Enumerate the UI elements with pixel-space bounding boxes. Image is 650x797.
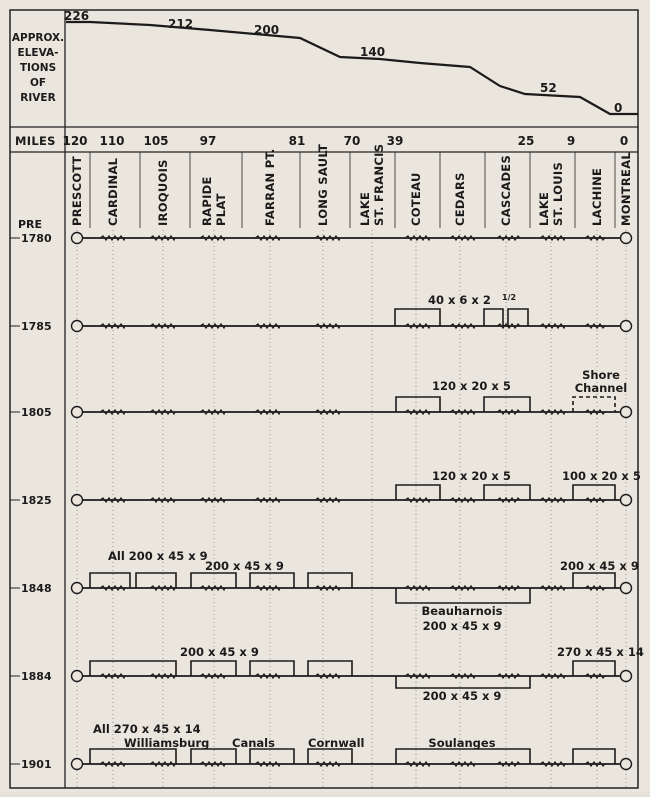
year-label: 1785: [21, 320, 52, 333]
mile-value: 81: [288, 134, 306, 148]
place-name: COTEAU: [409, 172, 423, 226]
canal-bypass: [484, 397, 530, 412]
montreal-node: [621, 583, 632, 594]
timeline-row: [72, 321, 632, 332]
annotation-1901-williamsburg: Williamsburg: [124, 736, 210, 750]
place-column: [537, 162, 565, 226]
prescott-node: [72, 321, 83, 332]
place-name: IROQUOIS: [156, 159, 170, 226]
place-name: CARDINAL: [106, 157, 120, 226]
year-label: 1825: [21, 494, 52, 507]
canal-bypass: [396, 397, 440, 412]
place-column: [70, 156, 84, 226]
prescott-node: [72, 495, 83, 506]
canal-bypass: [484, 485, 530, 500]
annotation-1805-shore: Shore: [582, 368, 620, 382]
elevation-label: 52: [540, 81, 557, 95]
annotation-1848-all: All 200 x 45 x 9: [108, 549, 208, 563]
elevation-label: 200: [254, 23, 280, 37]
mile-value: 97: [199, 134, 217, 148]
prescott-node: [72, 233, 83, 244]
canal-bypass: [191, 661, 236, 676]
annotation-1901-cornwall: Cornwall: [308, 736, 365, 750]
mile-value: 0: [619, 134, 629, 148]
place-name: PLAT: [214, 193, 228, 226]
annotation-1884-below: 200 x 45 x 9: [422, 689, 502, 703]
place-column: [200, 176, 228, 226]
prescott-node: [72, 407, 83, 418]
year-labels: [10, 218, 52, 771]
year-label: 1805: [21, 406, 52, 419]
mile-value: 9: [566, 134, 576, 148]
place-column: [409, 172, 423, 226]
place-name: LAKE: [537, 191, 551, 226]
place-name: CEDARS: [453, 172, 467, 226]
place-name: PRESCOTT: [70, 156, 84, 226]
montreal-node: [621, 671, 632, 682]
canal-bypass: [136, 573, 176, 588]
place-name: FARRAN PT.: [263, 148, 277, 226]
timeline-row: [72, 407, 632, 418]
river-elevation-profile: [66, 22, 638, 114]
title-line-1: APPROX.: [11, 32, 65, 44]
place-name: CASCADES: [499, 154, 513, 226]
year-label: 1848: [21, 582, 52, 595]
annotation-1901-canals: Canals: [232, 736, 275, 750]
mile-value: 39: [386, 134, 404, 148]
elevation-title: [12, 32, 64, 104]
timeline-row: [72, 495, 632, 506]
place-name: LONG SAULT: [316, 143, 330, 226]
place-column: [106, 157, 120, 226]
montreal-node: [621, 407, 632, 418]
place-column: [453, 172, 467, 226]
annotation-1848-right: 200 x 45 x 9: [560, 559, 639, 573]
place-names: [70, 144, 633, 226]
timeline-row: [72, 233, 632, 244]
title-line-5: RIVER: [20, 92, 56, 104]
mile-value: 105: [143, 134, 169, 148]
place-column: [156, 159, 170, 226]
montreal-node: [621, 495, 632, 506]
miles-label: MILES: [15, 134, 56, 148]
mile-value: 70: [343, 134, 361, 148]
miles-row: [62, 134, 628, 148]
montreal-node: [621, 759, 632, 770]
year-label: 1780: [21, 232, 52, 245]
place-column: [619, 152, 633, 226]
canal-bypass: [191, 573, 236, 588]
annotation-1785-fraction: 1/2: [502, 293, 517, 302]
timelines: [72, 233, 632, 770]
annotation-1805-channel: Channel: [574, 381, 628, 395]
annotation-1848-beauharnois: Beauharnois: [421, 604, 503, 618]
elevation-label: 226: [64, 9, 90, 23]
canal-bypass: [250, 573, 294, 588]
montreal-node: [621, 233, 632, 244]
title-line-2: ELEVA-: [17, 47, 59, 59]
annotations: [93, 293, 644, 750]
canal-bypass: [395, 309, 440, 326]
mile-value: 110: [99, 134, 125, 148]
canal-bypass: [396, 749, 530, 764]
mile-value: 25: [517, 134, 535, 148]
place-name: LACHINE: [590, 167, 604, 226]
year-label: 1901: [21, 758, 52, 771]
annotation-1805-mid: 120 x 20 x 5: [432, 379, 511, 393]
place-name: RAPIDE: [200, 176, 214, 226]
prescott-node: [72, 671, 83, 682]
prescott-node: [72, 583, 83, 594]
title-line-4: OF: [29, 77, 47, 89]
place-column: [499, 155, 513, 226]
annotation-1848-mid: 200 x 45 x 9: [205, 559, 284, 573]
place-name: ST. FRANCIS: [372, 143, 386, 226]
annotation-1848-beauharnois-dims: 200 x 45 x 9: [422, 619, 502, 633]
canal-bypass: [250, 749, 294, 764]
timeline-ticks: [77, 230, 626, 788]
mile-value: 120: [62, 134, 88, 148]
annotation-1901-all: All 270 x 45 x 14: [93, 722, 201, 736]
elevation-label: 140: [360, 45, 386, 59]
montreal-node: [621, 321, 632, 332]
place-name: ST. LOUIS: [551, 161, 565, 226]
annotation-1884-mid: 200 x 45 x 9: [180, 645, 259, 659]
year-prefix: PRE: [17, 218, 43, 231]
year-label: 1884: [21, 670, 52, 683]
place-column: [358, 144, 386, 226]
elevation-label: 212: [168, 17, 194, 31]
place-column: [590, 168, 604, 226]
annotation-1825-mid: 120 x 20 x 5: [432, 469, 511, 483]
canal-bypass: [250, 661, 294, 676]
annotation-1901-soulanges: Soulanges: [428, 736, 496, 750]
title-line-3: TIONS: [19, 62, 57, 74]
place-name: LAKE: [358, 191, 372, 226]
canal-bypass: [396, 485, 440, 500]
annotation-1785: 40 x 6 x 2: [428, 293, 491, 307]
place-column: [316, 144, 330, 226]
place-column: [263, 148, 277, 226]
annotation-1825-right: 100 x 20 x 5: [562, 469, 641, 483]
annotation-1884-right: 270 x 45 x 14: [557, 645, 644, 659]
place-name: MONTREAL: [619, 151, 633, 226]
prescott-node: [72, 759, 83, 770]
elevation-label: 0: [614, 101, 623, 115]
canal-bypass: [90, 573, 130, 588]
canal-bypass: [191, 749, 236, 764]
